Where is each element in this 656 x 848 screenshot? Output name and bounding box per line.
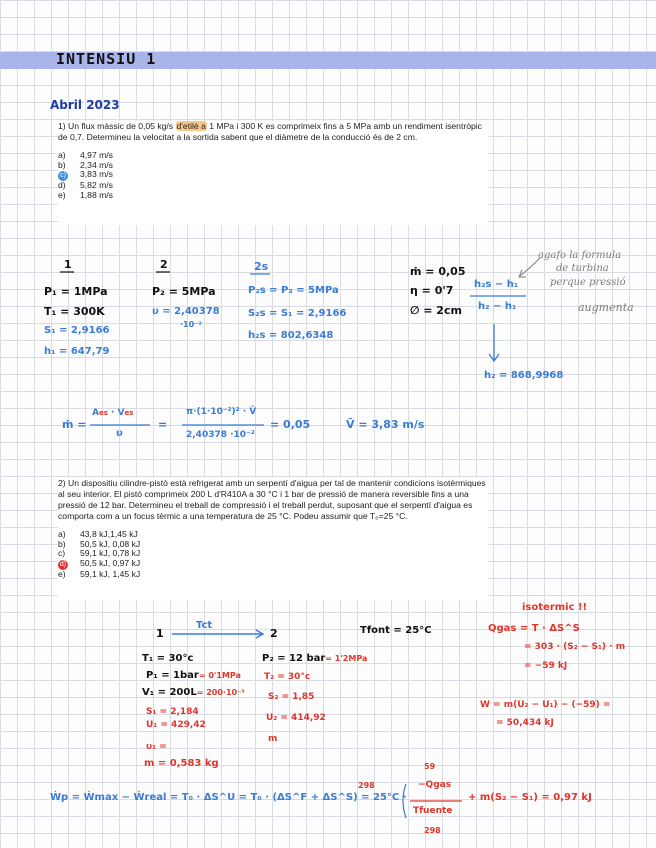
t1-2: T₁ = 30°c xyxy=(142,653,194,664)
p1: P₁ = 1MPa xyxy=(44,285,108,298)
side-note-line-4: augmenta xyxy=(578,301,634,314)
side-note-line-2: de turbina xyxy=(556,263,609,274)
qgas-line-3: = −59 kJ xyxy=(524,661,568,671)
page-title: INTENSIU 1 xyxy=(56,50,157,68)
state-1-heading-2: 1 xyxy=(156,627,164,640)
question-1-text: 1) Un flux màssic de 0,05 kg/s d'etilè a 1 MPa i 300 K es comprimeix fins a 5 MPa amb un rendiment isentròpic de 0,7. Determineu la velocitat a la sortida sabent que el diàmetre de la conducció és de 2 cm. xyxy=(58,121,482,142)
side-note-line-3: perque pressió xyxy=(550,277,626,288)
s2s: S₂s = S₁ = 2,9166 xyxy=(248,308,347,319)
option-a[interactable]: a) 43,8 kJ,1,45 kJ xyxy=(58,529,138,539)
side-note-line-1: agafo la formula xyxy=(538,250,622,261)
eq-den-1: υ xyxy=(116,428,123,439)
option-d[interactable]: d) 50,5 kJ, 0,97 kJ xyxy=(59,557,141,568)
mass-flow: ṁ = 0,05 xyxy=(410,265,466,278)
note-arrow-icon xyxy=(520,258,540,276)
selected-mark-icon: c) xyxy=(58,171,68,181)
option-b[interactable]: b) 2,34 m/s xyxy=(58,159,113,170)
diameter: ∅ = 2cm xyxy=(410,304,462,317)
p2-2: P₂ = 12 bar= 1'2MPa xyxy=(262,653,368,664)
question-2-text: 2) Un dispositiu cilindre-pistó està refrigerat amb un serpentí d'aigua per tal de mantenir condicions isotèrmiques al seu interior. El pistó comprimeix 200 L d'R410A a 30 °C i 1 bar de pressió de manera reversible fins a una pressió de 12 bar. Determineu el treball de compressió i el treball perdut, suposant que el serpentí d'aigua es comporta com a un focus tèrmic a una temperatura de 25 °C. Podeu assumir que T₀=25 °C. xyxy=(58,478,486,521)
option-c[interactable]: c) 59,1 kJ, 0,78 kJ xyxy=(58,548,141,558)
source-temperature: Tfont = 25°C xyxy=(360,625,432,636)
state-1-heading: 1 xyxy=(64,258,72,271)
annotation-59: 59 xyxy=(424,762,436,771)
h1: h₁ = 647,79 xyxy=(44,346,110,357)
s1-2: S₁ = 2,184 xyxy=(146,707,199,717)
qgas-line-2: = 303 · (S₂ − S₁) · m xyxy=(524,642,626,652)
option-c[interactable]: c) 3,83 m/s xyxy=(58,170,488,181)
s2-2: S₂ = 1,85 xyxy=(268,692,315,702)
v1-2: V₁ = 200L= 200·10⁻³ xyxy=(142,687,245,698)
mass-2: m = 0,583 kg xyxy=(144,758,219,769)
paren-icon xyxy=(403,784,406,818)
qgas-line-1: Qgas = T · ΔS^S xyxy=(488,623,580,634)
u2-2: U₂ = 414,92 xyxy=(266,713,326,723)
s1: S₁ = 2,9166 xyxy=(44,325,110,336)
final-frac-numerator: −Qgas xyxy=(418,780,452,790)
work-line-1: W = m(U₂ − U₁) − (−59) = xyxy=(480,700,611,710)
selected-mark-icon: d) xyxy=(59,560,67,568)
v2: υ = 2,40378 xyxy=(152,306,220,317)
velocity-result: V̄ = 3,83 m/s xyxy=(346,418,425,431)
work-line-2: = 50,434 kJ xyxy=(496,718,554,728)
lost-work-equation-left: Ẇp = Ẇmax − Ẇreal = T₀ · ΔS^U = T₀ · (ΔS^F + ΔS^S) = 25°C · xyxy=(50,792,407,803)
highlight: d'etilè a xyxy=(176,121,206,131)
frac-denominator: h₂ − h₁ xyxy=(478,301,517,312)
v2-exponent: ·10⁻² xyxy=(180,320,202,329)
annotation-298-bottom: 298 xyxy=(424,826,441,835)
frac-numerator: h₂s − h₁ xyxy=(474,279,519,290)
option-a[interactable]: a) 4,97 m/s xyxy=(58,150,113,160)
process-label: Tct xyxy=(196,620,213,631)
eq-den-2: 2,40378 ·10⁻² xyxy=(186,430,255,440)
efficiency: η = 0'7 xyxy=(410,284,454,297)
m2-2: m xyxy=(268,734,278,744)
date-heading: Abril 2023 xyxy=(50,98,120,112)
eq-mass-flow-symbol: ṁ = xyxy=(62,418,87,431)
lost-work-equation-right: + m(S₂ − S₁) = 0,97 kJ xyxy=(468,792,592,803)
v1b-2: υ₁ = xyxy=(146,742,167,752)
eq-equals-2: = 0,05 xyxy=(270,418,311,431)
state-2-heading: 2 xyxy=(160,258,168,271)
eq-num-2: π·(1·10⁻²)² · V̄ xyxy=(186,407,257,417)
state-2s-heading: 2s xyxy=(254,260,269,273)
option-b[interactable]: b) 50,5 kJ, 0,08 kJ xyxy=(58,538,141,549)
t1: T₁ = 300K xyxy=(44,305,105,318)
option-e[interactable]: e) 1,88 m/s xyxy=(58,189,113,200)
p2s: P₂s = P₂ = 5MPa xyxy=(248,285,339,296)
eq-equals-1: = xyxy=(158,418,168,431)
option-d[interactable]: d) 5,82 m/s xyxy=(58,180,113,190)
p2: P₂ = 5MPa xyxy=(152,285,216,298)
state-2-heading-2: 2 xyxy=(270,627,278,640)
t2-2: T₂ = 30°c xyxy=(264,672,311,682)
option-e[interactable]: e) 59,1 kJ, 1,45 kJ xyxy=(58,568,141,579)
h2s: h₂s = 802,6348 xyxy=(248,330,334,341)
u1-2: U₁ = 429,42 xyxy=(146,720,206,730)
annotation-298-top: 298 xyxy=(358,781,375,790)
h2-result: h₂ = 868,9968 xyxy=(484,370,564,381)
final-frac-denominator: Tfuente xyxy=(413,806,453,816)
isothermic-note: isotermic !! xyxy=(522,602,588,613)
p1-2: P₁ = 1bar= 0'1MPa xyxy=(146,670,241,681)
eq-num-1: Aes · Ves xyxy=(92,408,134,418)
